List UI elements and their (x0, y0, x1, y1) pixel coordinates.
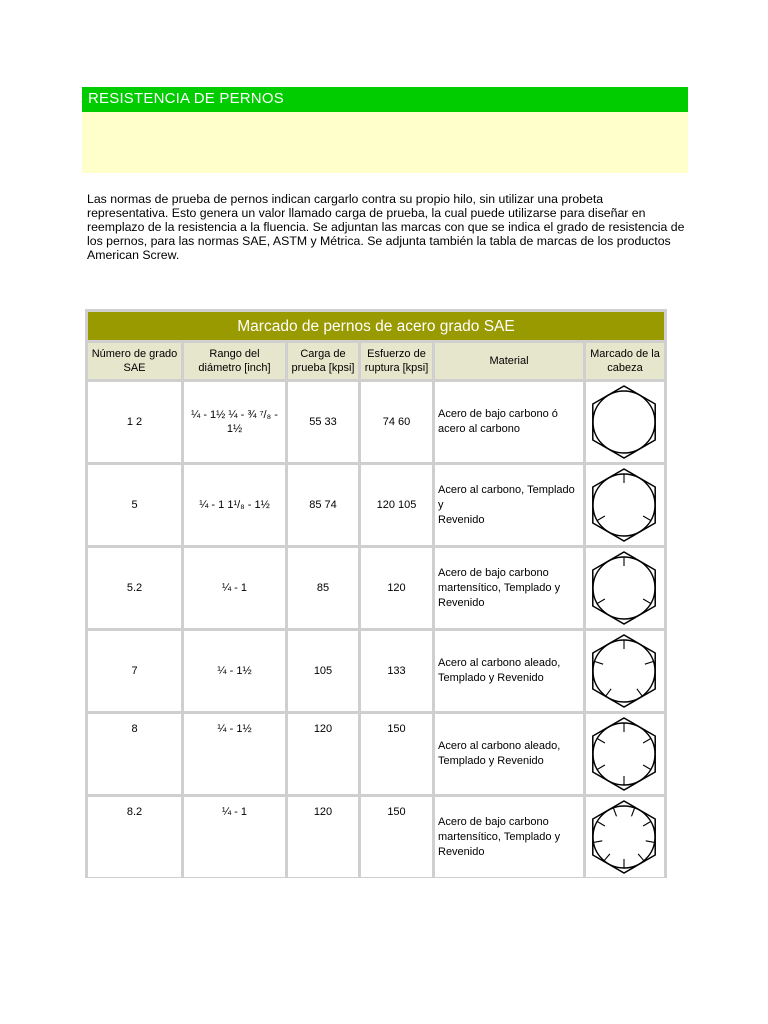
radial-mark-line (643, 739, 651, 744)
proof-load-value: 85 74 (309, 499, 337, 511)
radial-mark-line (638, 854, 644, 861)
head-mark-cell (586, 714, 664, 794)
section-title: RESISTENCIA DE PERNOS (88, 90, 284, 107)
washer-circle (593, 723, 655, 785)
tensile-cell (361, 465, 432, 545)
header-tensile-line2: ruptura [kpsi] (364, 362, 429, 374)
header-grade-line2: SAE (123, 362, 146, 374)
range-cell (184, 548, 285, 628)
tensile-value: 74 60 (382, 416, 411, 428)
grade-value: 5.2 (126, 582, 143, 594)
grade-value: 8.2 (126, 806, 143, 818)
radial-mark-line (597, 739, 605, 744)
material-cell (435, 714, 583, 794)
tensile-value: 150 (387, 806, 406, 818)
material-line: Templado y Revenido (438, 755, 544, 767)
tensile-cell (361, 797, 432, 877)
material-line: Revenido (438, 513, 485, 526)
material-line: Revenido (438, 596, 485, 609)
grade-cell (88, 714, 181, 794)
tensile-value: 120 105 (376, 499, 417, 511)
washer-circle (593, 557, 655, 619)
header-grade-line1: Número de grado (91, 348, 178, 360)
radial-mark-line (594, 841, 603, 843)
range-value: ¼ - 1½ ¼ - ¾ ⁷/₈ - (191, 409, 278, 421)
proof-load-cell (288, 714, 358, 794)
range-cell (184, 714, 285, 794)
grade-cell (88, 465, 181, 545)
material-line: martensítico, Templado y (438, 830, 561, 843)
tensile-value: 150 (387, 723, 406, 735)
material-line: acero al carbono (438, 423, 520, 435)
header-grade (88, 343, 181, 379)
section-header (82, 87, 688, 112)
tensile-value: 133 (387, 665, 406, 677)
material-cell (435, 797, 583, 877)
header-tensile (361, 343, 432, 379)
range-value: ¼ - 1 (221, 806, 248, 818)
proof-load-cell (288, 631, 358, 711)
range-value: ¼ - 1 1¹/₈ - 1½ (199, 499, 270, 511)
header-range-line2: diámetro [inch] (198, 362, 271, 374)
hex-outline (593, 386, 655, 458)
tensile-value: 120 (387, 582, 406, 594)
proof-load-cell (288, 382, 358, 462)
bolt-head-mark-icon (587, 551, 661, 625)
radial-mark-line (597, 599, 605, 604)
washer-circle (593, 391, 655, 453)
proof-load-value: 105 (313, 665, 333, 677)
range-value-line2: 1½ (226, 423, 243, 435)
grade-value: 7 (131, 665, 138, 677)
washer-circle (593, 474, 655, 536)
range-value: ¼ - 1 (221, 582, 248, 594)
range-cell (184, 631, 285, 711)
table-title: Marcado de pernos de acero grado SAE (88, 312, 664, 340)
radial-mark-line (637, 689, 642, 696)
head-mark-cell (586, 548, 664, 628)
grade-value: 8 (131, 723, 138, 735)
radial-mark-line (643, 516, 651, 521)
range-cell (184, 465, 285, 545)
grade-cell (88, 631, 181, 711)
radial-mark-line (613, 808, 616, 816)
material-line: Acero al carbono aleado, (438, 657, 561, 669)
bolt-head-mark-icon (587, 385, 661, 459)
header-range-line1: Rango del (209, 348, 260, 360)
material-line: Acero de bajo carbono (438, 566, 549, 579)
tensile-cell (361, 714, 432, 794)
radial-mark-line (597, 822, 605, 827)
intro-paragraph: Las normas de prueba de pernos indican cargarlo contra su propio hilo, sin utilizar una probeta representativa. Esto genera un valor llamado carga de prueba, la cual puede utilizarse para diseñar en reemplazo de la resistencia a la fluencia. Se adjuntan las marcas con que se indica el grado de resistencia de los pernos, para las normas SAE, ASTM y Métrica. Se adjunta también la tabla de marcas de los productos American Screw. (87, 192, 685, 262)
grade-cell (88, 382, 181, 462)
header-proof-line2: prueba [kpsi] (291, 362, 355, 374)
material-line: Acero al carbono aleado, (438, 740, 561, 752)
grade-cell (88, 548, 181, 628)
head-mark-cell (586, 631, 664, 711)
material-line: Acero de bajo carbono ó (438, 408, 558, 420)
bolt-head-mark-icon (587, 717, 661, 791)
header-mark-line1: Marcado de la (590, 348, 660, 360)
header-panel (82, 112, 688, 173)
washer-circle (593, 806, 655, 868)
header-material (435, 343, 583, 379)
washer-circle (593, 640, 655, 702)
material-cell (435, 548, 583, 628)
range-value: ¼ - 1½ (217, 723, 252, 735)
header-proof-load (288, 343, 358, 379)
grade-cell (88, 797, 181, 877)
header-head-mark (586, 343, 664, 379)
head-mark-cell (586, 797, 664, 877)
material-cell (435, 382, 583, 462)
material-line: Acero al carbono, Templado (438, 483, 575, 496)
material-line: Revenido (438, 845, 485, 858)
bolt-head-mark-icon (587, 800, 661, 874)
radial-mark-line (597, 516, 605, 521)
tensile-cell (361, 631, 432, 711)
head-mark-cell (586, 465, 664, 545)
radial-mark-line (645, 661, 654, 664)
tensile-cell (361, 382, 432, 462)
proof-load-value: 85 (316, 582, 330, 594)
header-mark-line2: cabeza (607, 362, 643, 374)
bolt-head-mark-icon (587, 468, 661, 542)
radial-mark-line (595, 661, 604, 664)
proof-load-cell (288, 548, 358, 628)
radial-mark-line (643, 822, 651, 827)
sae-grade-table (85, 309, 667, 878)
header-tensile-line1: Esfuerzo de (367, 348, 426, 360)
range-value: ¼ - 1½ (217, 665, 252, 677)
proof-load-value: 120 (313, 806, 333, 818)
grade-value: 5 (131, 499, 138, 511)
material-line: martensítico, Templado y (438, 581, 561, 594)
grade-value: 1 2 (126, 416, 143, 428)
radial-mark-line (646, 841, 655, 843)
radial-mark-line (643, 599, 651, 604)
radial-mark-line (643, 765, 651, 770)
radial-mark-line (606, 689, 611, 696)
header-proof-line1: Carga de (300, 348, 346, 360)
tensile-cell (361, 548, 432, 628)
range-cell (184, 382, 285, 462)
material-line: Templado y Revenido (438, 672, 544, 684)
header-range (184, 343, 285, 379)
radial-mark-line (632, 808, 635, 816)
material-cell (435, 465, 583, 545)
material-cell (435, 631, 583, 711)
bolt-head-mark-icon (587, 634, 661, 708)
radial-mark-line (604, 854, 610, 861)
proof-load-cell (288, 797, 358, 877)
material-line: Acero de bajo carbono (438, 815, 549, 828)
head-mark-cell (586, 382, 664, 462)
radial-mark-line (597, 765, 605, 770)
proof-load-value: 55 33 (309, 416, 337, 428)
proof-load-cell (288, 465, 358, 545)
proof-load-value: 120 (313, 723, 333, 735)
material-line: y (438, 498, 444, 511)
range-cell (184, 797, 285, 877)
header-material-label: Material (489, 355, 529, 367)
